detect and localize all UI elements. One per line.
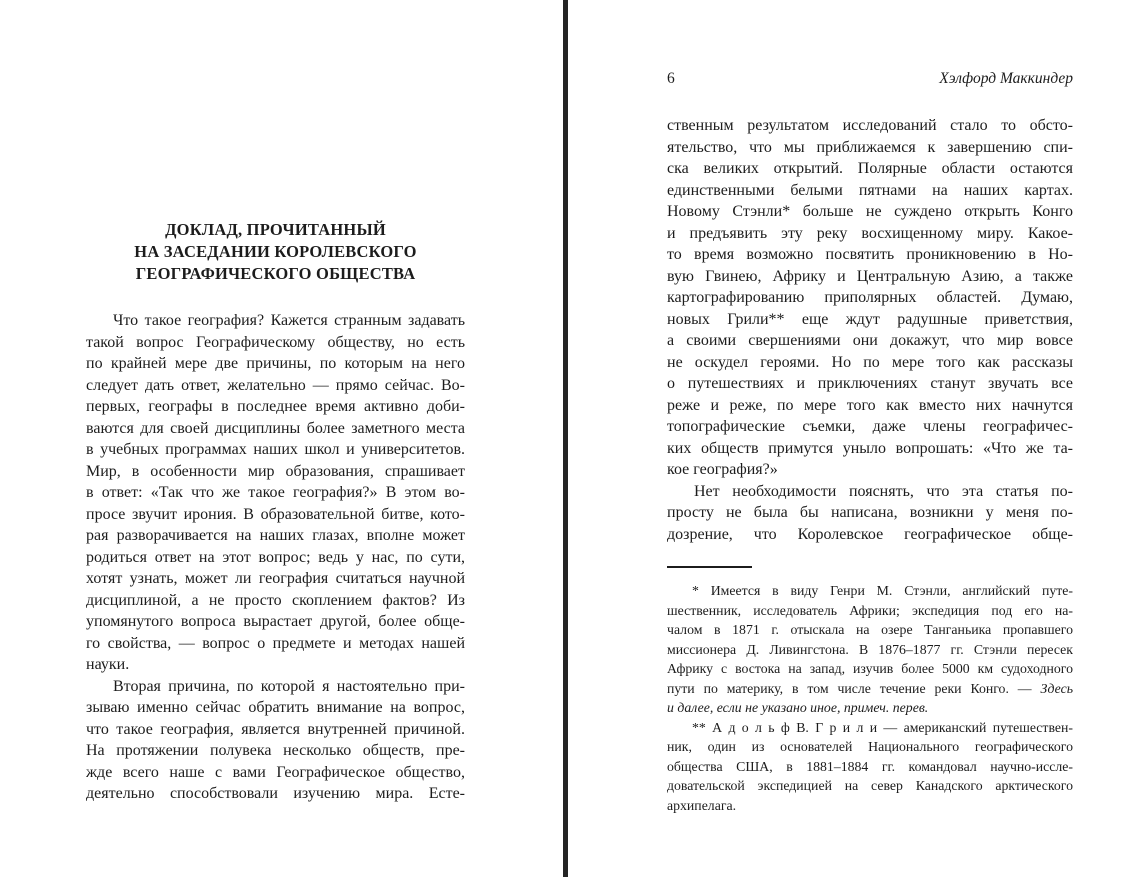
text-line: ска великих открытий. Полярные области остаются: [667, 160, 1073, 177]
text-line: вую Гвинею, Африку и Центральную Азию, а также: [667, 267, 1073, 285]
text-line: следует дать ответ, желательно — прямо сейчас. Во-: [86, 376, 465, 394]
running-header: [667, 70, 1073, 87]
text-line: ких обществ примутся уныло вопрошать: «Что же та-: [667, 439, 1073, 457]
text-line: Африку с востока на запад, изучив более 5000 км судоходного: [667, 661, 1073, 676]
text-line: не оскудел героями. Но по мере того как рассказы: [667, 353, 1073, 371]
text-line: а своими свершениями они докажут, что мир вовсе: [667, 332, 1073, 349]
text-line: кое география?»: [667, 461, 778, 478]
text-line: Мир, в особенности мир образования, спрашивает: [86, 462, 465, 480]
text-line: рая разворачивается на наших глазах, вполне может: [86, 527, 465, 544]
text-line: дисциплиной, а не просто скоплением фактов? Из: [86, 591, 465, 609]
page-number: 6: [667, 70, 675, 87]
text-line: науки.: [86, 656, 130, 673]
text-line: ник, один из основателей Национального географического: [667, 739, 1073, 754]
footnote-separator: [667, 566, 752, 568]
left-page: [86, 219, 465, 805]
text-line: по крайней мере две причины, по которым на него: [86, 355, 465, 372]
text-line: родиться ответ на этот вопрос; ведь у нас, по сути,: [86, 548, 465, 566]
text-line: ственным результатом исследований стало то обсто-: [667, 117, 1073, 134]
text-line: и предъявить эту реку восхищенному миру. Какое-: [667, 224, 1073, 242]
text-line: реже и реже, по мере того как вместо них начнутся: [667, 396, 1073, 414]
page-gutter-divider: [563, 0, 568, 877]
text-line: [667, 698, 1073, 718]
text-line: Нет необходимости пояснять, что эта статья по-: [694, 482, 1073, 500]
text-line: первых, географы в последнее время активно доби-: [86, 398, 465, 415]
text-line: ятельство, что мы приближаемся к завершению спи-: [667, 138, 1073, 156]
left-page-body: [86, 310, 465, 805]
right-page: [667, 70, 1073, 815]
text-line: Новому Стэнли* больше не суждено открыть Конго: [667, 203, 1073, 220]
italic-text-segment: и далее, если не указано иное, примеч. перев.: [667, 700, 929, 715]
italic-text-segment: Здесь: [1040, 680, 1073, 696]
text-line: хотят узнать, может ли география считаться научной: [86, 570, 465, 587]
text-line: упомянутого вопроса вырастает другой, более обще-: [86, 613, 465, 630]
chapter-heading: [86, 219, 465, 285]
text-line: в учебных программах наших школ и университетов.: [86, 441, 465, 458]
text-line: довательской экспедицией на север Канадского арктического: [667, 778, 1073, 793]
text-line: * Имеется в виду Генри М. Стэнли, английский путе-: [692, 583, 1073, 598]
text-line: зываю именно сейчас обратить внимание на вопрос,: [86, 699, 465, 716]
text-line: ** А д о л ь ф В. Г р и л и — американский путешествен-: [692, 719, 1073, 735]
text-line: новых Грили** еще ждут радушные приветствия,: [667, 310, 1073, 328]
text-line: миссионера Д. Ливингстона. В 1876–1877 гг. Стэнли пересек: [667, 641, 1073, 657]
text-line: дозрение, что Королевское географическое обще-: [667, 525, 1073, 543]
text-line: такой вопрос Географическому обществу, но есть: [86, 333, 465, 351]
text-line: [667, 679, 1073, 699]
text-line: шественник, исследователь Африки; экспедиция под его на-: [667, 602, 1073, 618]
text-line: ваются для своей дисциплины более заметного места: [86, 419, 465, 437]
text-line: жде всего наше с вами Географическое общество,: [86, 763, 465, 781]
text-line: о путешествиях и приключениях станут звучать все: [667, 375, 1073, 392]
text-line: картографированию приполярных областей. Думаю,: [667, 289, 1073, 306]
heading-line: ГЕОГРАФИЧЕСКОГО ОБЩЕСТВА: [135, 264, 416, 283]
text-line: то время возможно посвятить проникновению в Но-: [667, 246, 1073, 263]
text-line: топографические съемки, даже члены географичес-: [667, 418, 1073, 435]
text-line: единственными белыми пятнами на наших картах.: [667, 181, 1073, 199]
text-line: Что такое география? Кажется странным задавать: [113, 312, 465, 329]
text-line: архипелага.: [667, 797, 737, 813]
text-line: что такое география, является внутренней причиной.: [86, 720, 465, 738]
text-segment: пути по материку, в том числе течение реки Конго. —: [667, 680, 1041, 696]
text-line: го свойства, — вопрос о предмете и методах нашей: [86, 634, 465, 652]
text-line: деятельно способствовали изучению мира. Есте-: [86, 785, 465, 802]
heading-line: ДОКЛАД, ПРОЧИТАННЫЙ: [165, 220, 386, 239]
text-line: просту не была бы написана, возникни у меня по-: [667, 504, 1073, 521]
text-line: просе звучит ирония. В образовательной битве, кото-: [86, 505, 465, 523]
text-line: в ответ: «Так что же такое география?» В этом во-: [86, 484, 465, 501]
right-page-body: [667, 115, 1073, 545]
running-head-author: Хэлфорд Маккиндер: [939, 70, 1073, 87]
footnotes: [667, 581, 1073, 815]
text-line: Вторая причина, по которой я настоятельно при-: [113, 677, 465, 695]
text-line: чалом в 1871 г. отыскала на озере Танганьика пропавшего: [667, 622, 1073, 637]
text-line: общества США, в 1881–1884 гг. командовал научно-иссле-: [667, 758, 1073, 774]
text-line: На протяжении полувека несколько обществ, пре-: [86, 742, 465, 759]
heading-line: НА ЗАСЕДАНИИ КОРОЛЕВСКОГО: [134, 242, 417, 261]
